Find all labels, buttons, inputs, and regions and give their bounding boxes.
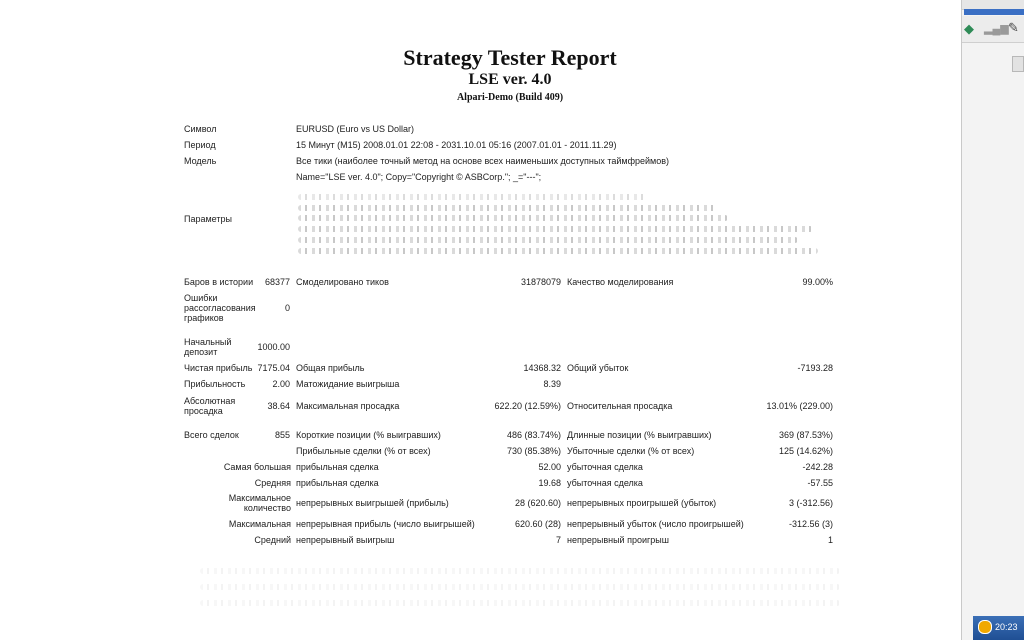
average-profit-label: прибыльная сделка	[296, 478, 379, 488]
period-label: Период	[184, 140, 216, 150]
params-obscured-line	[298, 237, 798, 243]
net-label: Чистая прибыль	[184, 363, 253, 373]
deposit-label-1: Начальный	[184, 337, 232, 347]
max-cons-loss-label: непрерывный убыток (число проигрышей)	[567, 519, 744, 529]
short-value: 486 (83.74%)	[506, 430, 561, 440]
largest-loss-label: убыточная сделка	[567, 462, 643, 472]
max-cons-loss-value: -312.56 (3)	[788, 519, 833, 529]
ticks-label: Смоделировано тиков	[296, 277, 389, 287]
avg-cons-wins-value: 7	[555, 535, 561, 545]
model-label: Модель	[184, 156, 217, 166]
period-value: 15 Минут (M15) 2008.01.01 22:08 - 2031.10.01 05:16 (2007.01.01 - 2011.11.29)	[296, 140, 617, 150]
ticks-value: 31878079	[520, 277, 561, 287]
total-label: Всего сделок	[184, 430, 239, 440]
largest-loss-value: -242.28	[802, 462, 833, 472]
errors-label-1: Ошибки	[184, 293, 218, 303]
gross-profit-value: 14368.32	[523, 363, 561, 373]
profit-trades-value: 730 (85.38%)	[506, 446, 561, 456]
gross-loss-value: -7193.28	[797, 363, 833, 373]
abs-dd-label-2: просадка	[184, 406, 223, 416]
avg-cons-losses-value: 1	[827, 535, 833, 545]
deposit-label-2: депозит	[184, 347, 218, 357]
report-subtitle: LSE ver. 4.0	[468, 71, 552, 88]
side-panel	[961, 0, 1024, 640]
deposit-value: 1000.00	[257, 342, 290, 352]
average-profit-value: 19.68	[538, 478, 561, 488]
max-dd-value: 622.20 (12.59%)	[494, 401, 561, 411]
params-obscured-line	[298, 248, 818, 254]
avg-cons-label: Средний	[254, 535, 291, 545]
max-dd-label: Максимальная просадка	[296, 401, 400, 411]
taskbar-clock: 20:23	[995, 622, 1018, 632]
tray-icon[interactable]	[978, 620, 992, 634]
cube-icon[interactable]: ◆	[964, 21, 974, 36]
report-build: Alpari-Demo (Build 409)	[456, 92, 564, 103]
side-toolbar	[962, 16, 1024, 43]
max-cons-wins-label: непрерывных выигрышей (прибыль)	[296, 498, 449, 508]
faint-row	[200, 584, 840, 590]
largest-label: Самая большая	[223, 462, 291, 472]
scrollbar-arrow[interactable]	[1012, 56, 1024, 72]
max-cons-profit-value: 620.60 (28)	[514, 519, 561, 529]
abs-dd-value: 38.64	[267, 401, 290, 411]
average-label: Средняя	[254, 478, 291, 488]
faint-row	[200, 600, 840, 606]
short-label: Короткие позиции (% выигравших)	[296, 430, 441, 440]
gross-loss-label: Общий убыток	[567, 363, 629, 373]
maximal-label: Максимальная	[228, 519, 291, 529]
max-cons-losses-value: 3 (-312.56)	[788, 498, 833, 508]
max-count-label-1: Максимальное	[228, 493, 291, 503]
errors-value: 0	[284, 303, 290, 313]
params-obscured-line	[298, 194, 648, 200]
payoff-value: 8.39	[543, 379, 561, 389]
bars-value: 68377	[264, 277, 290, 287]
largest-profit-value: 52.00	[538, 462, 561, 472]
avg-cons-losses-label: непрерывный проигрыш	[567, 535, 669, 545]
long-label: Длинные позиции (% выигравших)	[567, 430, 712, 440]
gross-profit-label: Общая прибыль	[296, 363, 365, 373]
pf-label: Прибыльность	[184, 379, 246, 389]
quality-value: 99.00%	[802, 277, 833, 287]
long-value: 369 (87.53%)	[778, 430, 833, 440]
chart-icon[interactable]: ▂▄▆	[984, 23, 1009, 35]
largest-profit-label: прибыльная сделка	[296, 462, 379, 472]
total-value: 855	[274, 430, 290, 440]
profit-trades-label: Прибыльные сделки (% от всех)	[296, 446, 431, 456]
max-cons-profit-label: непрерывная прибыль (число выигрышей)	[296, 519, 475, 529]
max-cons-wins-value: 28 (620.60)	[514, 498, 561, 508]
wrench-icon[interactable]: ✎	[1008, 20, 1019, 35]
report-title: Strategy Tester Report	[403, 45, 617, 70]
average-loss-value: -57.55	[807, 478, 833, 488]
params-obscured-line	[298, 215, 728, 221]
average-loss-label: убыточная сделка	[567, 478, 643, 488]
quality-label: Качество моделирования	[567, 277, 674, 287]
model-value: Все тики (наиболее точный метод на основе всех наименьших доступных таймфреймов)	[296, 156, 669, 166]
max-cons-losses-label: непрерывных проигрышей (убыток)	[567, 498, 717, 508]
errors-label-3: графиков	[184, 313, 224, 323]
pf-value: 2.00	[272, 379, 290, 389]
params-obscured-line	[298, 205, 718, 211]
avg-cons-wins-label: непрерывный выигрыш	[296, 535, 395, 545]
rel-dd-value: 13.01% (229.00)	[766, 401, 833, 411]
net-value: 7175.04	[257, 363, 290, 373]
abs-dd-label-1: Абсолютная	[184, 396, 236, 406]
max-count-label-2: количество	[243, 503, 291, 513]
loss-trades-label: Убыточные сделки (% от всех)	[567, 446, 695, 456]
bars-label: Баров в истории	[184, 277, 254, 287]
symbol-label: Символ	[184, 124, 217, 134]
name-line: Name="LSE ver. 4.0"; Copy="Copyright © ASBCorp."; _="---";	[296, 172, 542, 182]
loss-trades-value: 125 (14.62%)	[778, 446, 833, 456]
symbol-value: EURUSD (Euro vs US Dollar)	[296, 124, 415, 134]
errors-label-2: рассогласования	[184, 303, 256, 313]
params-obscured-line	[298, 226, 813, 232]
rel-dd-label: Относительная просадка	[567, 401, 673, 411]
faint-row	[200, 568, 840, 574]
side-panel-accent	[964, 9, 1024, 15]
payoff-label: Матожидание выигрыша	[296, 379, 400, 389]
params-label: Параметры	[184, 214, 232, 224]
